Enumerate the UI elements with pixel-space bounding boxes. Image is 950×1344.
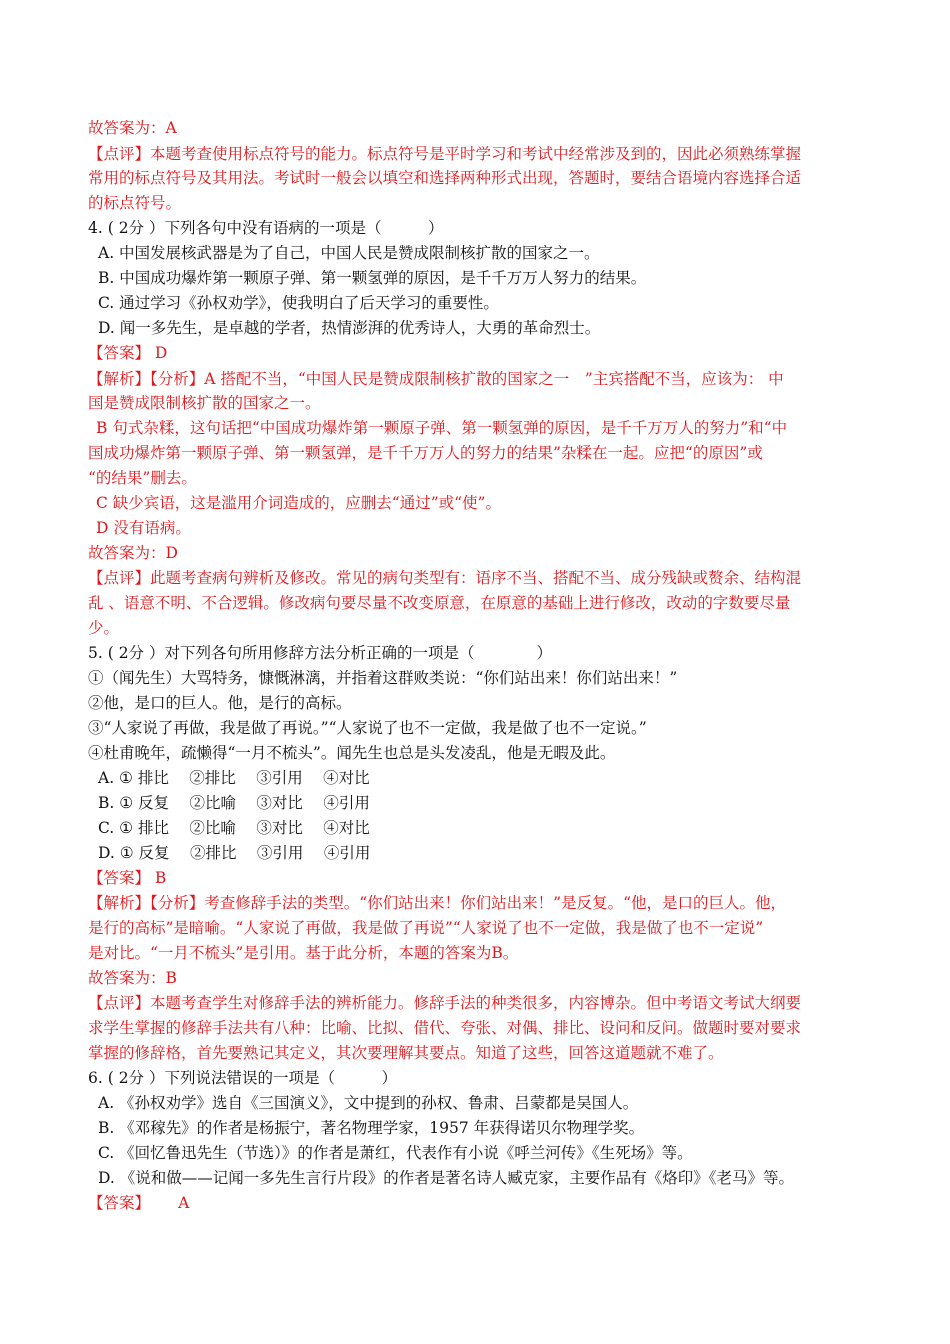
q4-option-a: A. 中国发展核武器是为了自己，中国人民是赞成限制核扩散的国家之一。 — [98, 244, 600, 262]
q5-analysis-line-2: 是行的高标”是暗喻。“人家说了再做，我是做了再说”“人家说了也不一定做，我是做了也不一定说” — [88, 919, 764, 937]
q5-sentence-1: ①（闻先生）大骂特务，慷慨淋漓，并指着这群败类说：“你们站出来！你们站出来！” — [88, 669, 678, 687]
q4-option-b: B. 中国成功爆炸第一颗原子弹、第一颗氢弹的原因，是千千万万人努力的结果。 — [98, 269, 647, 287]
q5-analysis-line-3: 是对比。“一月不梳头”是引用。基于此分析，本题的答案为B。 — [88, 944, 519, 962]
q5-option-d: D. ① 反复 ②排比 ③引用 ④引用 — [98, 844, 371, 862]
q5-comment-line-3: 掌握的修辞格，首先要熟记其定义，其次要理解其要点。知道了这些，回答这道题就不难了。 — [88, 1044, 724, 1062]
q6-answer: 【答案】 A — [88, 1194, 190, 1212]
q6-stem: 6. ( 2分 ）下列说法错误的一项是（ ） — [88, 1069, 397, 1087]
q5-option-c: C. ① 排比 ②比喻 ③对比 ④对比 — [98, 819, 370, 837]
q5-option-a: A. ① 排比 ②排比 ③引用 ④对比 — [98, 769, 370, 787]
q4-answer: 【答案】 D — [88, 344, 168, 362]
q5-final-answer: 故答案为：B — [88, 969, 177, 987]
q4-analysis-line-5: “的结果”删去。 — [88, 469, 197, 487]
q4-analysis-line-2: 国是赞成限制核扩散的国家之一。 — [88, 394, 321, 412]
q5-comment-line-2: 求学生掌握的修辞手法共有八种：比喻、比拟、借代、夸张、对偶、排比、设问和反问。做题时要对要求 — [88, 1019, 802, 1037]
q5-option-b: B. ① 反复 ②比喻 ③对比 ④引用 — [98, 794, 370, 812]
q4-comment-line-3: 少。 — [88, 619, 120, 637]
q6-option-d: D. 《说和做——记闻一多先生言行片段》的作者是著名诗人臧克家，主要作品有《烙印》《老马》等。 — [98, 1169, 794, 1187]
q6-option-c: C. 《回忆鲁迅先生（节选）》的作者是萧红，代表作有小说《呼兰河传》《生死场》等。 — [98, 1144, 693, 1162]
q4-analysis-line-4: 国成功爆炸第一颗原子弹、第一颗氢弹，是千千万万人的努力的结果”杂糅在一起。应把“的原因”或 — [88, 444, 763, 462]
q5-analysis-line-1: 【解析】【分析】考查修辞手法的类型。“你们站出来！你们站出来！”是反复。“他，是口的巨人。他， — [88, 894, 787, 912]
q3-comment-line-1: 【点评】本题考查使用标点符号的能力。标点符号是平时学习和考试中经常涉及到的，因此必须熟练掌握 — [88, 145, 802, 163]
q4-analysis-line-7: D 没有语病。 — [96, 519, 191, 537]
q4-comment-line-2: 乱 、语意不明、不合逻辑。修改病句要尽量不改变原意，在原意的基础上进行修改，改动的字数要尽量 — [88, 594, 791, 612]
q4-analysis-line-6: C 缺少宾语，这是滥用介词造成的，应删去“通过”或“使”。 — [96, 494, 501, 512]
q4-option-c: C. 通过学习《孙权劝学》，使我明白了后天学习的重要性。 — [98, 294, 499, 312]
q4-comment-line-1: 【点评】此题考查病句辨析及修改。常见的病句类型有：语序不当、搭配不当、成分残缺或赘余、结构混 — [88, 569, 802, 587]
q6-option-b: B. 《邓稼先》的作者是杨振宁，著名物理学家，1957 年获得诺贝尔物理学奖。 — [98, 1119, 645, 1137]
q4-option-d: D. 闻一多先生，是卓越的学者，热情澎湃的优秀诗人，大勇的革命烈士。 — [98, 319, 601, 337]
q6-option-a: A. 《孙权劝学》选自《三国演义》，文中提到的孙权、鲁肃、吕蒙都是吴国人。 — [98, 1094, 639, 1112]
q5-sentence-4: ④杜甫晚年，疏懒得“一月不梳头”。闻先生也总是头发凌乱，他是无暇及此。 — [88, 744, 616, 762]
q4-stem: 4. ( 2分 ）下列各句中没有语病的一项是（ ） — [88, 219, 444, 237]
q3-final-answer: 故答案为：A — [88, 119, 177, 137]
q5-sentence-3: ③“人家说了再做，我是做了再说。”“人家说了也不一定做，我是做了也不一定说。” — [88, 719, 647, 737]
q5-comment-line-1: 【点评】本题考查学生对修辞手法的辨析能力。修辞手法的种类很多，内容博杂。但中考语文考试大纲要 — [88, 994, 802, 1012]
q5-answer: 【答案】 B — [88, 869, 167, 887]
q5-stem: 5. ( 2分 ）对下列各句所用修辞方法分析正确的一项是（ ） — [88, 644, 552, 662]
q5-sentence-2: ②他，是口的巨人。他，是行的高标。 — [88, 694, 352, 712]
q4-analysis-line-1: 【解析】【分析】A 搭配不当，“中国人民是赞成限制核扩散的国家之一 ”主宾搭配不当，应该为： 中 — [88, 370, 784, 388]
q4-final-answer: 故答案为：D — [88, 544, 178, 562]
q4-analysis-line-3: B 句式杂糅，这句话把“中国成功爆炸第一颗原子弹、第一颗氢弹的原因，是千千万万人的努力”和“中 — [96, 419, 788, 437]
q3-comment-line-3: 的标点符号。 — [88, 194, 182, 212]
q3-comment-line-2: 常用的标点符号及其用法。考试时一般会以填空和选择两种形式出现，答题时，要结合语境内容选择合适 — [88, 169, 802, 187]
